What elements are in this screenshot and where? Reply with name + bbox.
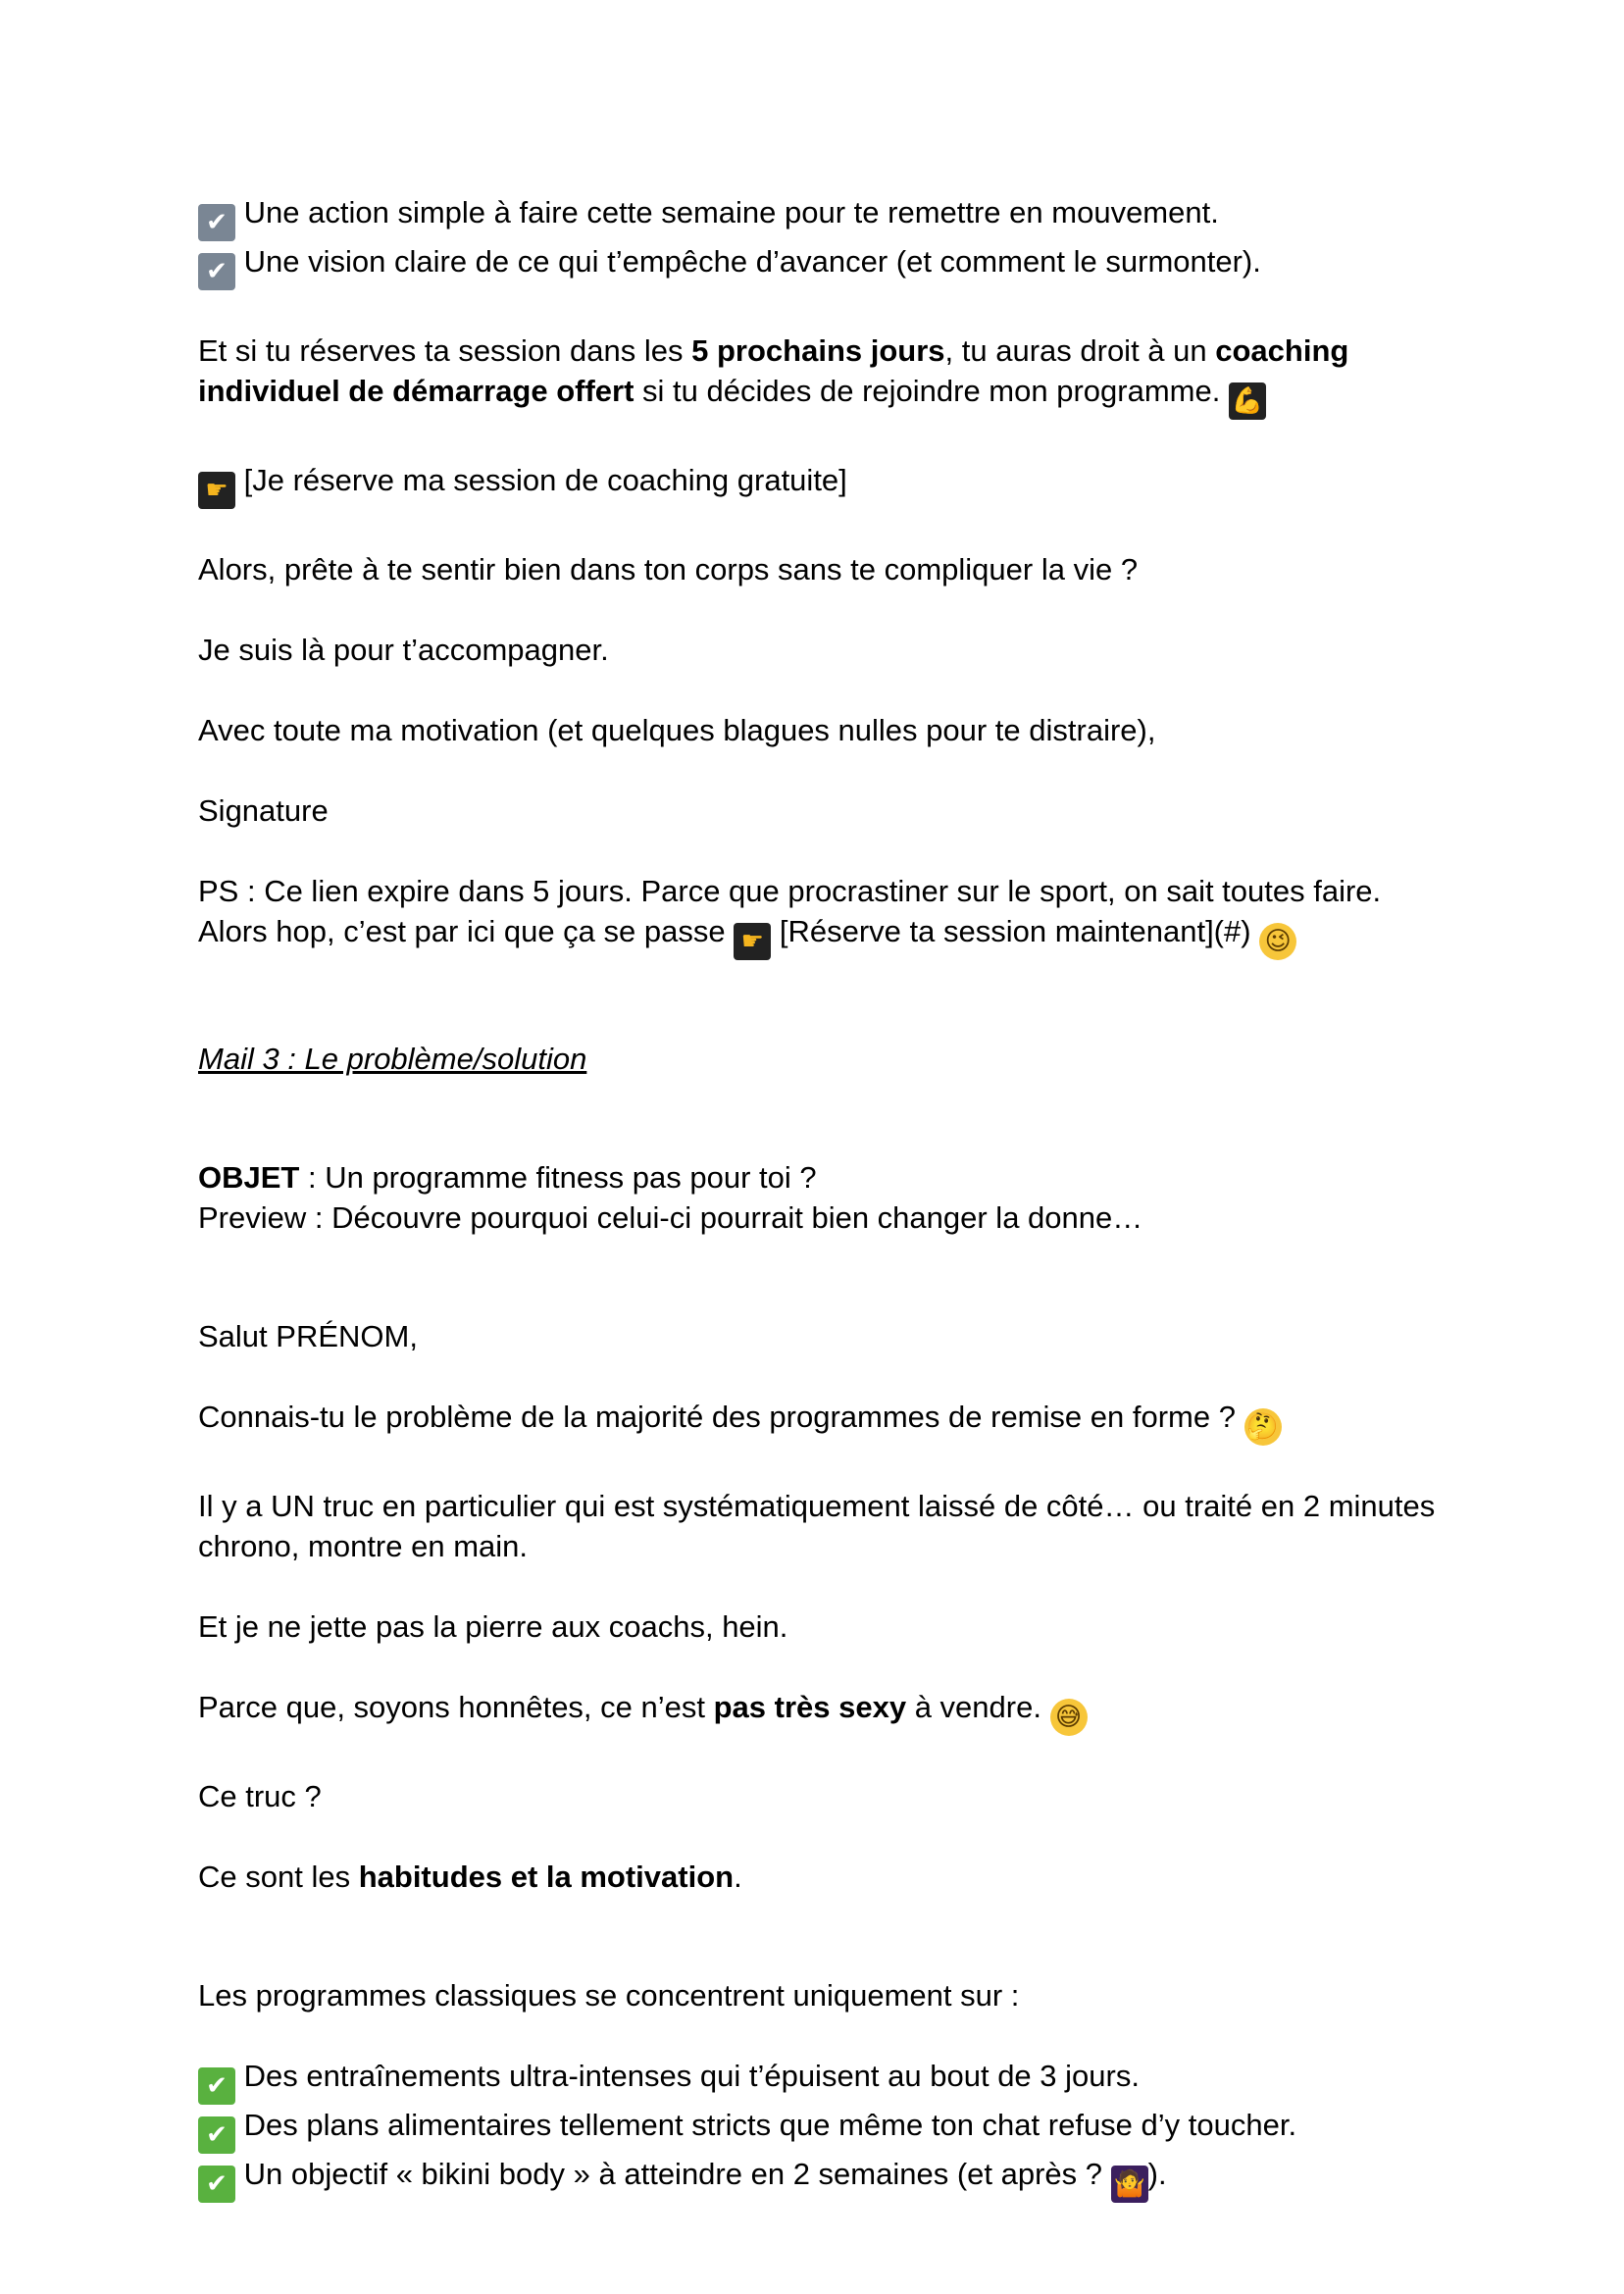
bold-text: individuel de démarrage offert [198, 374, 634, 408]
cta-link[interactable]: [Je réserve ma session de coaching gratuite] [243, 463, 847, 497]
bullet-text: Une action simple à faire cette semaine pour te remettre en mouvement. [243, 195, 1219, 229]
offer-paragraph-line-1: Et si tu réserves ta session dans les 5 prochains jours, tu auras droit à un coaching [198, 333, 1349, 368]
thinking-face-icon: 🤔 [1244, 1408, 1282, 1446]
paragraph: Je suis là pour t’accompagner. [198, 633, 609, 667]
paragraph-line-1: Il y a UN truc en particulier qui est systématiquement laissé de côté… ou traité en 2 minutes [198, 1489, 1436, 1523]
ps-line-2: Alors hop, c’est par ici que ça se passe ☛ [Réserve ta session maintenant](#) 😉 [198, 911, 1463, 960]
bullet-text: Une vision claire de ce qui t’empêche d’avancer (et comment le surmonter). [243, 244, 1261, 279]
objet-line: OBJET : Un programme fitness pas pour toi ? [198, 1160, 817, 1195]
bold-text: pas très sexy [713, 1690, 907, 1724]
bullet-action [198, 192, 1463, 241]
point-right-icon: ☛ [734, 923, 771, 960]
winking-face-icon: 😉 [1259, 923, 1296, 960]
signature: Signature [198, 793, 329, 828]
ps-line-1: PS : Ce lien expire dans 5 jours. Parce que procrastiner sur le sport, on sait toutes faire. [198, 874, 1382, 908]
bullet-vision [198, 241, 1463, 290]
list-item: ✔ Des entraînements ultra-intenses qui t’épuisent au bout de 3 jours. [198, 2056, 1463, 2105]
sweat-smile-icon: 😅 [1050, 1699, 1088, 1736]
list-item: ✔ Des plans alimentaires tellement stricts que même ton chat refuse d’y toucher. [198, 2105, 1463, 2154]
paragraph: Avec toute ma motivation (et quelques blagues nulles pour te distraire), [198, 713, 1156, 747]
paragraph: Ce truc ? [198, 1779, 322, 1813]
cta-line[interactable] [198, 460, 1463, 509]
paragraph-line-2: chrono, montre en main. [198, 1529, 529, 1563]
bold-text: coaching [1215, 333, 1349, 368]
paragraph: Connais-tu le problème de la majorité des programmes de remise en forme ? 🤔 [198, 1397, 1463, 1446]
check-mark-button-icon: ✔ [198, 2166, 235, 2203]
bold-text: habitudes et la motivation [358, 1860, 735, 1894]
flexed-biceps-icon: 💪 [1229, 382, 1266, 420]
check-mark-button-icon: ✔ [198, 2067, 235, 2105]
point-right-icon: ☛ [198, 472, 235, 509]
bold-text: 5 prochains jours [691, 333, 945, 368]
check-mark-button-icon: ✔ [198, 2116, 235, 2154]
ps-link[interactable]: [Réserve ta session maintenant](#) [771, 914, 1260, 948]
paragraph: Les programmes classiques se concentrent uniquement sur : [198, 1978, 1020, 2013]
check-mark-icon: ✔ [198, 253, 235, 290]
list-item: ✔ Un objectif « bikini body » à atteindre en 2 semaines (et après ? 🤷). [198, 2154, 1463, 2203]
check-mark-icon: ✔ [198, 204, 235, 241]
paragraph: Parce que, soyons honnêtes, ce n’est pas très sexy à vendre. 😅 [198, 1687, 1463, 1736]
preview-line: Preview : Découvre pourquoi celui-ci pourrait bien changer la donne… [198, 1200, 1143, 1235]
paragraph: Et je ne jette pas la pierre aux coachs, hein. [198, 1609, 788, 1644]
document-page [198, 192, 1463, 2203]
offer-paragraph-line-2: individuel de démarrage offert si tu décides de rejoindre mon programme. 💪 [198, 371, 1463, 420]
shrug-icon: 🤷 [1111, 2166, 1148, 2203]
paragraph: Ce sont les habitudes et la motivation. [198, 1860, 742, 1894]
objet-label: OBJET [198, 1160, 300, 1195]
paragraph: Alors, prête à te sentir bien dans ton corps sans te compliquer la vie ? [198, 552, 1139, 586]
greeting: Salut PRÉNOM, [198, 1319, 418, 1353]
mail-3-heading: Mail 3 : Le problème/solution [198, 1042, 587, 1076]
